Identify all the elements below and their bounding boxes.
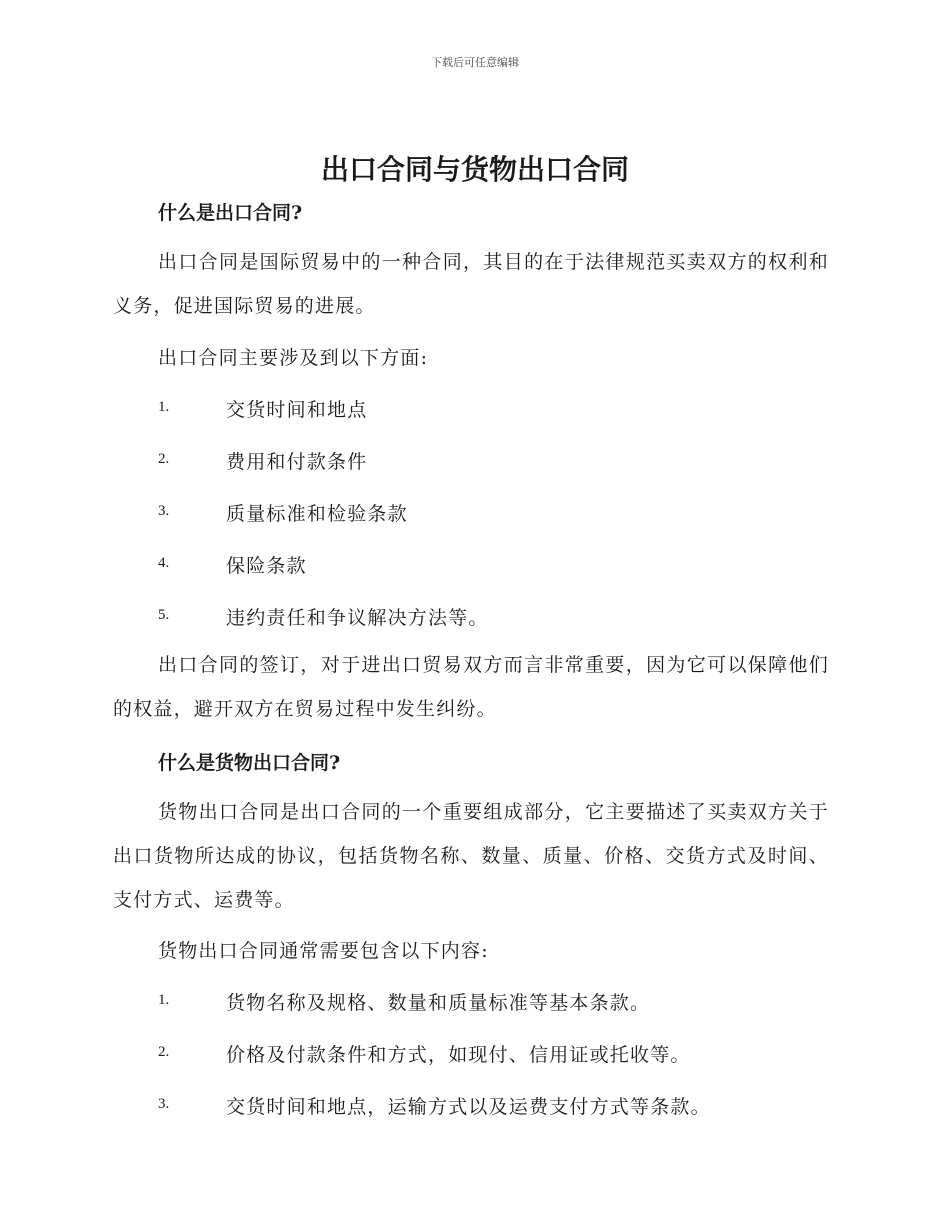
section-heading-export-contract: 什么是出口合同?	[158, 202, 303, 224]
list-text: 违约责任和争议解决方法等。	[226, 607, 489, 629]
list-number: 3.	[158, 1096, 170, 1112]
list-text: 交货时间和地点，运输方式以及运费支付方式等条款。	[226, 1096, 711, 1118]
list-text: 货物名称及规格、数量和质量标准等基本条款。	[226, 992, 651, 1014]
list-number: 1.	[158, 992, 170, 1008]
list-text: 质量标准和检验条款	[226, 503, 408, 525]
list-text: 价格及付款条件和方式，如现付、信用证或托收等。	[226, 1044, 691, 1066]
list-intro: 出口合同主要涉及到以下方面:	[158, 347, 429, 369]
list-number: 2.	[158, 451, 170, 467]
paragraph: 货物出口合同是出口合同的一个重要组成部分，它主要描述了买卖双方关于出口货物所达成的协议，包括货物名称、数量、质量、价格、交货方式及时间、支付方式、运费等。	[113, 801, 829, 911]
header-note: 下载后可任意编辑	[431, 56, 519, 69]
document-title: 出口合同与货物出口合同	[320, 153, 629, 186]
list-text: 费用和付款条件	[226, 451, 368, 473]
list-number: 5.	[158, 607, 170, 623]
paragraph: 出口合同的签订，对于进出口贸易双方而言非常重要，因为它可以保障他们的权益，避开双方在贸易过程中发生纠纷。	[113, 654, 829, 720]
list-number: 4.	[158, 555, 170, 571]
list-number: 3.	[158, 503, 170, 519]
list-text: 交货时间和地点	[226, 399, 368, 421]
section-heading-goods-export-contract: 什么是货物出口合同?	[158, 752, 341, 774]
paragraph: 出口合同是国际贸易中的一种合同，其目的在于法律规范买卖双方的权利和义务，促进国际贸易的进展。	[113, 251, 829, 317]
list-number: 1.	[158, 399, 170, 415]
list-intro: 货物出口合同通常需要包含以下内容:	[158, 940, 489, 962]
list-text: 保险条款	[226, 555, 307, 577]
list-number: 2.	[158, 1044, 170, 1060]
